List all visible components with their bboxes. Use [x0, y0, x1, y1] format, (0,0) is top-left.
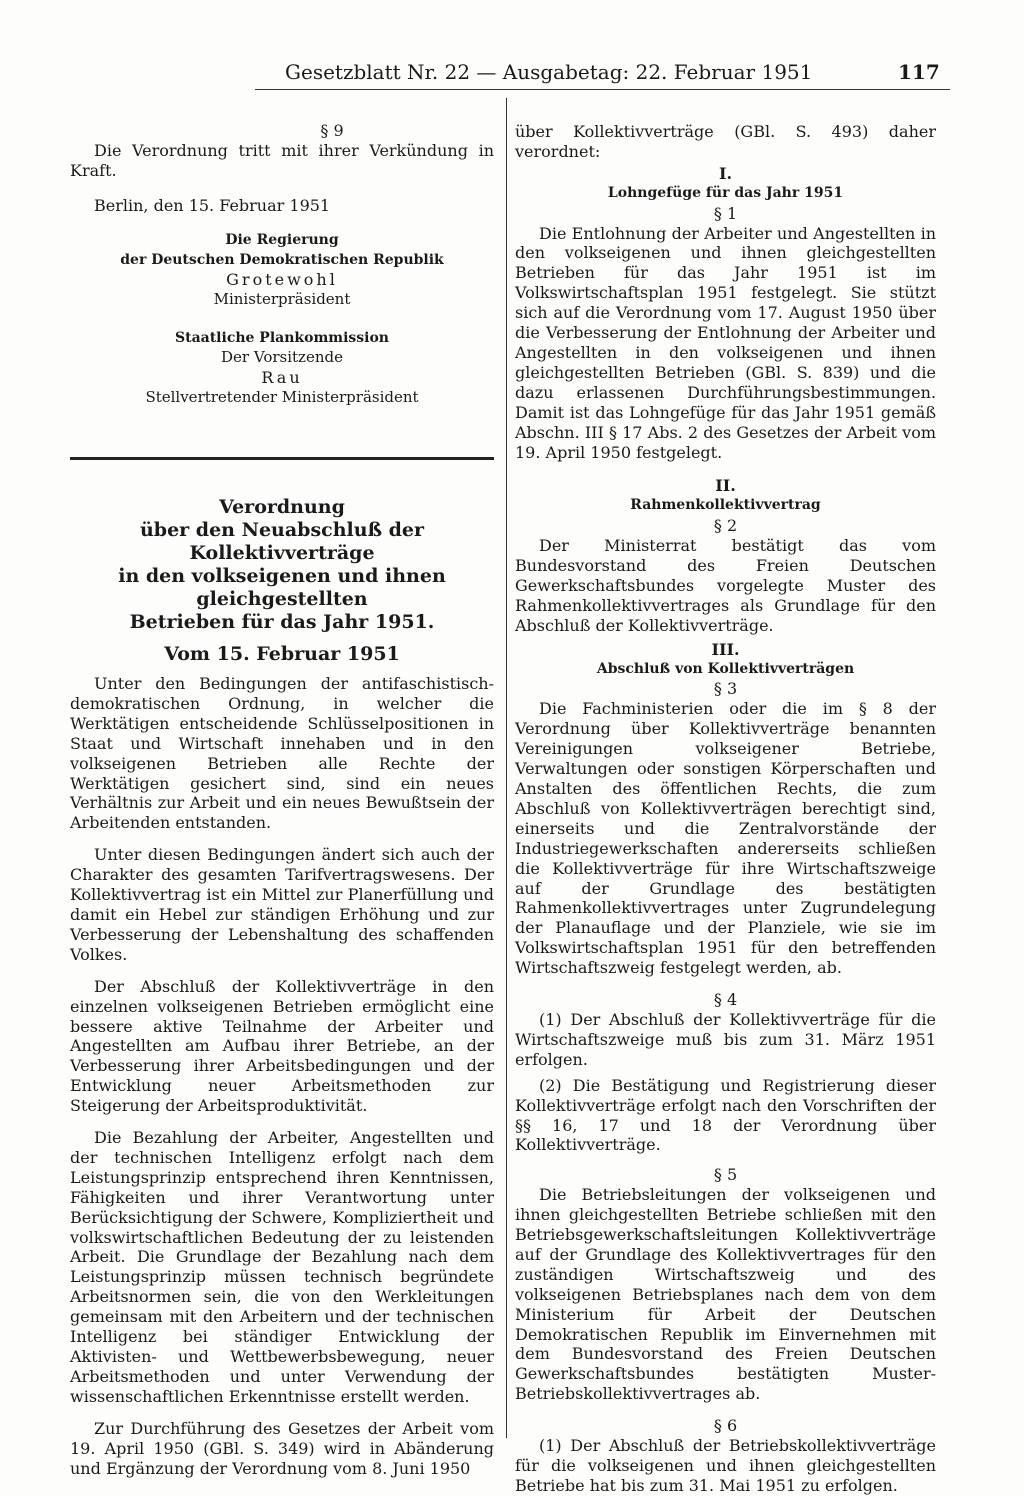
- ordinance-title-line2: über den Neuabschluß der Kollektivverträge: [139, 519, 425, 564]
- right-column: [515, 122, 936, 1496]
- paragraph-heading-9: § 9: [320, 121, 344, 140]
- paragraph-6-clause-1: (1) Der Abschluß der Betriebskollektivverträge für die volkseigenen und ihnen gleichgestellten Betriebe hat bis zum 31. Mai 1951 zu erfolgen.: [515, 1436, 936, 1495]
- signatory-body: Die Regierung: [225, 231, 339, 248]
- running-header: [0, 60, 1024, 90]
- preamble-paragraph-4: Die Bezahlung der Arbeiter, Angestellten und der technischen Intelligenz erfolgt nach dem Leistungsprinzip entsprechend ihren Kenntnissen, Fähigkeiten und ihrer Verantwortung unter Berücksichtigung der Schwere, Kompliziertheit und volkswirtschaftlichen Bedeutung der zu leistenden Arbeit. Die Grundlage der Bezahlung nach dem Leistungsprinzip müssen technisch begründete Arbeitsnormen sein, die von den Werkleitungen gemeinsam mit den Arbeitern und der technischen Intelligenz bei ständiger Entwicklung der Aktivisten- und Wettbewerbsbewegung, neuer Arbeitsmethoden und unter Verwendung der wissenschaftlichen Erkenntnisse erstellt werden.: [70, 1128, 494, 1406]
- signatory-body-line2: der Deutschen Demokratischen Republik: [120, 251, 444, 268]
- ordinance-title-line1: Verordnung: [219, 496, 345, 518]
- signatory-name-2: Rau: [261, 368, 303, 388]
- preamble-paragraph-5: Zur Durchführung des Gesetzes der Arbeit vom 19. April 1950 (GBl. S. 349) wird in Abänderung und Ergänzung der Verordnung vom 8. Juni 1950: [70, 1418, 494, 1478]
- signatory-title-1: Ministerpräsident: [213, 289, 351, 308]
- left-column-ordinance: [70, 496, 494, 1478]
- page-number: 117: [898, 60, 940, 84]
- gazette-issue-title: Gesetzblatt Nr. 22 — Ausgabetag: 22. Februar 1951: [285, 60, 813, 84]
- header-rule: [255, 89, 950, 90]
- intro-continuation: über Kollektivverträge (GBl. S. 493) daher verordnet:: [515, 122, 936, 161]
- ordinance-title-line4: Betrieben für das Jahr 1951.: [129, 611, 435, 633]
- section-1-title: Lohngefüge für das Jahr 1951: [607, 184, 844, 201]
- paragraph-3-text: Die Fachministerien oder die im § 8 der Verordnung über Kollektivverträge benannten Vereinigungen volkseigener Betriebe, Verwaltungen oder sonstigen Körperschaften und Anstalten des öffentlichen Rechts, die zum Abschluß von Kollektivverträgen berechtigt sind, einerseits und die Zentralvorstände der Industriegewerkschaften andererseits schließen die Kollektivverträge für ihre Wirtschaftszweige auf der Grundlage des bestätigten Rahmenkollektivvertrages unter Zugrundelegung der Planauflage und der Planziele, wie sie im Volkswirtschaftsplan 1951 für den betreffenden Wirtschaftszweig festgelegt werden, ab.: [515, 699, 936, 978]
- paragraph-9-text: Die Verordnung tritt mit ihrer Verkündung in Kraft.: [70, 140, 494, 180]
- paragraph-heading-1: § 1: [713, 203, 738, 223]
- preamble-paragraph-1: Unter den Bedingungen der antifaschistisch-demokratischen Ordnung, in welcher die Werktätigen entscheidende Schlüsselpositionen in Staat und Wirtschaft innehaben und in den volkseigenen Betrieben alle Rechte der Werktätigen gesichert sind, sind ein neues Verhältnis zur Arbeit und ein neues Bewußtsein der Arbeitenden entstanden.: [70, 674, 494, 833]
- place-date: Berlin, den 15. Februar 1951: [94, 195, 331, 215]
- left-column-top: [70, 121, 494, 408]
- signatory-title-2: Stellvertretender Ministerpräsident: [145, 388, 419, 407]
- column-divider: [506, 98, 507, 1438]
- plan-commission-role: Der Vorsitzende: [221, 348, 343, 367]
- section-3-number: III.: [711, 639, 740, 659]
- paragraph-heading-4: § 4: [713, 990, 738, 1010]
- preamble-paragraph-3: Der Abschluß der Kollektivverträge in den einzelnen volkseigenen Betrieben ermöglicht eine bessere aktive Teilnahme der Arbeiter und Angestellten am Aufbau ihrer Betriebe, an der Verbesserung ihrer Arbeitsbedingungen und der Entwicklung neuer Arbeitsmethoden zur Steigerung der Arbeitsproduktivität.: [70, 976, 494, 1116]
- paragraph-heading-5: § 5: [713, 1165, 738, 1185]
- paragraph-heading-6: § 6: [713, 1416, 738, 1436]
- paragraph-4-clause-1: (1) Der Abschluß der Kollektivverträge für die Wirtschaftszweige muß bis zum 31. März 1951 erfolgen.: [515, 1009, 936, 1069]
- paragraph-heading-2: § 2: [713, 516, 738, 536]
- paragraph-2-text: Der Ministerrat bestätigt das vom Bundesvorstand des Freien Deutschen Gewerkschaftsbundes vorgelegte Muster des Rahmenkollektivvertrages als Grundlage für den Abschluß der Kollektivverträge.: [515, 536, 936, 635]
- section-3-title: Abschluß von Kollektivverträgen: [596, 660, 855, 677]
- paragraph-heading-3: § 3: [713, 679, 738, 699]
- ordinance-date: Vom 15. Februar 1951: [164, 643, 400, 665]
- paragraph-4-clause-2: (2) Die Bestätigung und Registrierung dieser Kollektivverträge erfolgt nach den Vorschriften der §§ 16, 17 und 18 der Verordnung über Kollektivverträge.: [515, 1075, 936, 1155]
- ordinance-title-line3: in den volkseigenen und ihnen gleichgestellten: [118, 565, 446, 610]
- section-2-number: II.: [715, 476, 736, 496]
- section-separator-rule: [70, 457, 494, 460]
- signatory-name-1: Grotewohl: [226, 269, 338, 289]
- paragraph-5-text: Die Betriebsleitungen der volkseigenen und ihnen gleichgestellten Betriebe schließen mit den Betriebsgewerkschaftsleitungen Kollektivverträge auf der Grundlage des Kollektivvertrages für den zuständigen Wirtschaftszweig und des volkseigenen Betriebsplanes nach dem von dem Ministerium für Arbeit der Deutschen Demokratischen Republik im Einvernehmen mit dem Bundesvorstand des Freien Deutschen Gewerkschaftsbundes bestätigten Muster-Betriebskollektivvertrages ab.: [515, 1185, 936, 1404]
- plan-commission: Staatliche Plankommission: [175, 330, 389, 347]
- paragraph-1-text: Die Entlohnung der Arbeiter und Angestellten in den volkseigenen und ihnen gleichgestellten Betrieben für das Jahr 1951 ist im Volkswirtschaftsplan 1951 festgelegt. Sie stützt sich auf die Verordnung vom 17. August 1950 über die Verbesserung der Entlohnung der Arbeiter und Angestellten in den volkseigenen und ihnen gleichgestellten Betrieben (GBl. S. 839) und die dazu erlassenen Durchführungsbestimmungen. Damit ist das Lohngefüge für das Jahr 1951 gemäß Abschn. III § 17 Abs. 2 des Gesetzes der Arbeit vom 19. April 1950 festgelegt.: [515, 223, 936, 462]
- preamble-paragraph-2: Unter diesen Bedingungen ändert sich auch der Charakter des gesamten Tarifvertragswesens. Der Kollektivvertrag ist ein Mittel zur Planerfüllung und damit ein Hebel zur ständigen Erhöhung und zur Verbesserung der Lebenshaltung des schaffenden Volkes.: [70, 845, 494, 964]
- section-2-title: Rahmenkollektivvertrag: [630, 497, 821, 514]
- section-1-number: I.: [718, 163, 733, 183]
